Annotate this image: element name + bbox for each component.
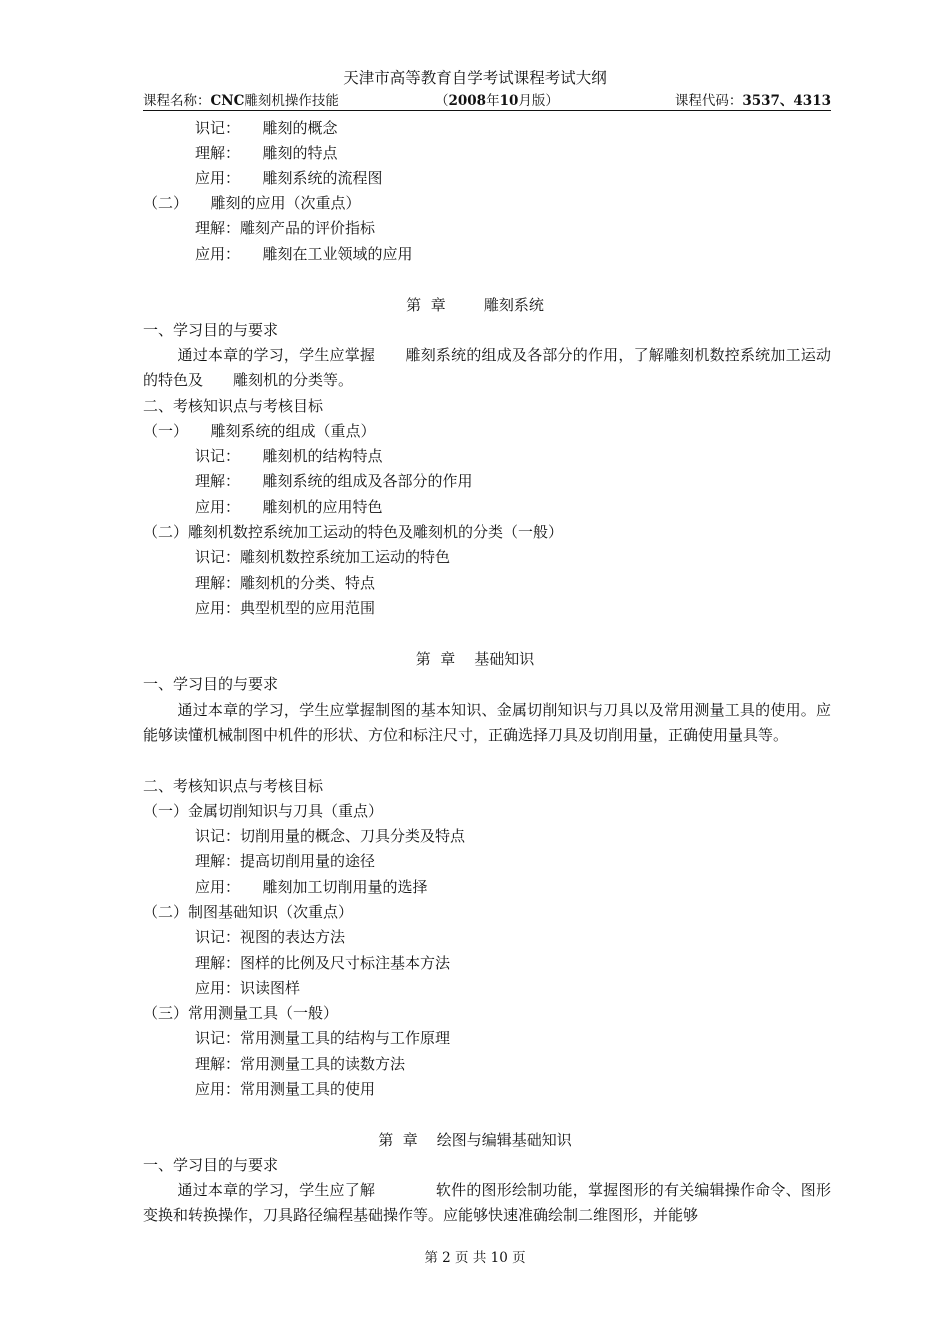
item-line: 识记： 雕刻的概念: [195, 119, 338, 137]
header-divider: [143, 110, 831, 111]
item-line: 理解：雕刻产品的评价指标: [195, 219, 376, 237]
course-name-code: CNC: [210, 93, 245, 109]
item-line: 识记：视图的表达方法: [195, 928, 346, 946]
item-line: 应用： 雕刻系统的流程图: [195, 169, 383, 187]
chapter-heading: 第 章 雕刻系统: [406, 296, 544, 314]
edition-open: （: [435, 93, 449, 109]
course-name-label: 课程名称：: [143, 93, 211, 109]
page-number: 第 2 页 共 10 页: [424, 1250, 526, 1266]
item-line: 应用： 雕刻机的应用特色: [195, 498, 383, 516]
edition-close: 月版）: [518, 93, 559, 109]
section-heading: 一、学习目的与要求: [143, 321, 279, 339]
subsection-heading: （三）常用测量工具（一般）: [143, 1004, 339, 1022]
section-heading: 一、学习目的与要求: [143, 1156, 279, 1174]
paragraph: 通过本章的学习，学生应了解 软件的图形绘制功能，掌握图形的有关编辑操作命令、图形变换和转换操作，刀具路径编程基础操作等。应能够快速准确绘制二维图形，并能够: [143, 1181, 831, 1225]
item-line: 应用： 雕刻加工切削用量的选择: [195, 878, 428, 896]
subsection-heading: （二）制图基础知识（次重点）: [143, 903, 354, 921]
item-line: 理解：雕刻机的分类、特点: [195, 574, 376, 592]
section-heading: 二、考核知识点与考核目标: [143, 777, 324, 795]
paragraph: 通过本章的学习，学生应掌握制图的基本知识、金属切削知识与刀具以及常用测量工具的使用。应能够读懂机械制图中机件的形状、方位和标注尺寸，正确选择刀具及切削用量，正确使用量具等。: [143, 701, 831, 745]
course-name: [143, 91, 339, 111]
subsection-heading: （二）雕刻机数控系统加工运动的特色及雕刻机的分类（一般）: [143, 523, 564, 541]
subsection-heading: （二） 雕刻的应用（次重点）: [143, 194, 361, 212]
item-line: 理解： 雕刻的特点: [195, 144, 338, 162]
item-line: 理解： 雕刻系统的组成及各部分的作用: [195, 472, 473, 490]
course-code: [675, 91, 831, 111]
section-heading: 二、考核知识点与考核目标: [143, 397, 324, 415]
edition: [435, 91, 559, 111]
item-line: 识记：雕刻机数控系统加工运动的特色: [195, 548, 451, 566]
item-line: 应用：识读图样: [195, 979, 301, 997]
document-title: 天津市高等教育自学考试课程考试大纲: [343, 69, 607, 87]
paragraph: 通过本章的学习，学生应掌握 雕刻系统的组成及各部分的作用，了解雕刻机数控系统加工运动的特色及 雕刻机的分类等。: [143, 346, 831, 390]
item-line: 应用：典型机型的应用范围: [195, 599, 376, 617]
chapter-heading: 第 章 绘图与编辑基础知识: [378, 1131, 572, 1149]
item-line: 应用：常用测量工具的使用: [195, 1080, 376, 1098]
item-line: 识记： 雕刻机的结构特点: [195, 447, 383, 465]
edition-mid: 年: [486, 93, 500, 109]
section-heading: 一、学习目的与要求: [143, 675, 279, 693]
course-code-value: 3537、4313: [742, 93, 831, 109]
subsection-heading: （一）金属切削知识与刀具（重点）: [143, 802, 384, 820]
item-line: 理解：常用测量工具的读数方法: [195, 1055, 406, 1073]
item-line: 理解：图样的比例及尺寸标注基本方法: [195, 954, 451, 972]
edition-month: 10: [499, 93, 519, 109]
course-code-label: 课程代码：: [674, 93, 743, 109]
item-line: 应用： 雕刻在工业领域的应用: [195, 245, 413, 263]
header-info-row: [143, 91, 831, 111]
course-name-text: 雕刻机操作技能: [244, 93, 339, 109]
edition-year: 2008: [448, 93, 487, 109]
item-line: 识记：切削用量的概念、刀具分类及特点: [195, 827, 466, 845]
subsection-heading: （一） 雕刻系统的组成（重点）: [143, 422, 376, 440]
chapter-heading: 第 章 基础知识: [415, 650, 535, 668]
item-line: 识记：常用测量工具的结构与工作原理: [195, 1029, 451, 1047]
item-line: 理解：提高切削用量的途径: [195, 852, 376, 870]
